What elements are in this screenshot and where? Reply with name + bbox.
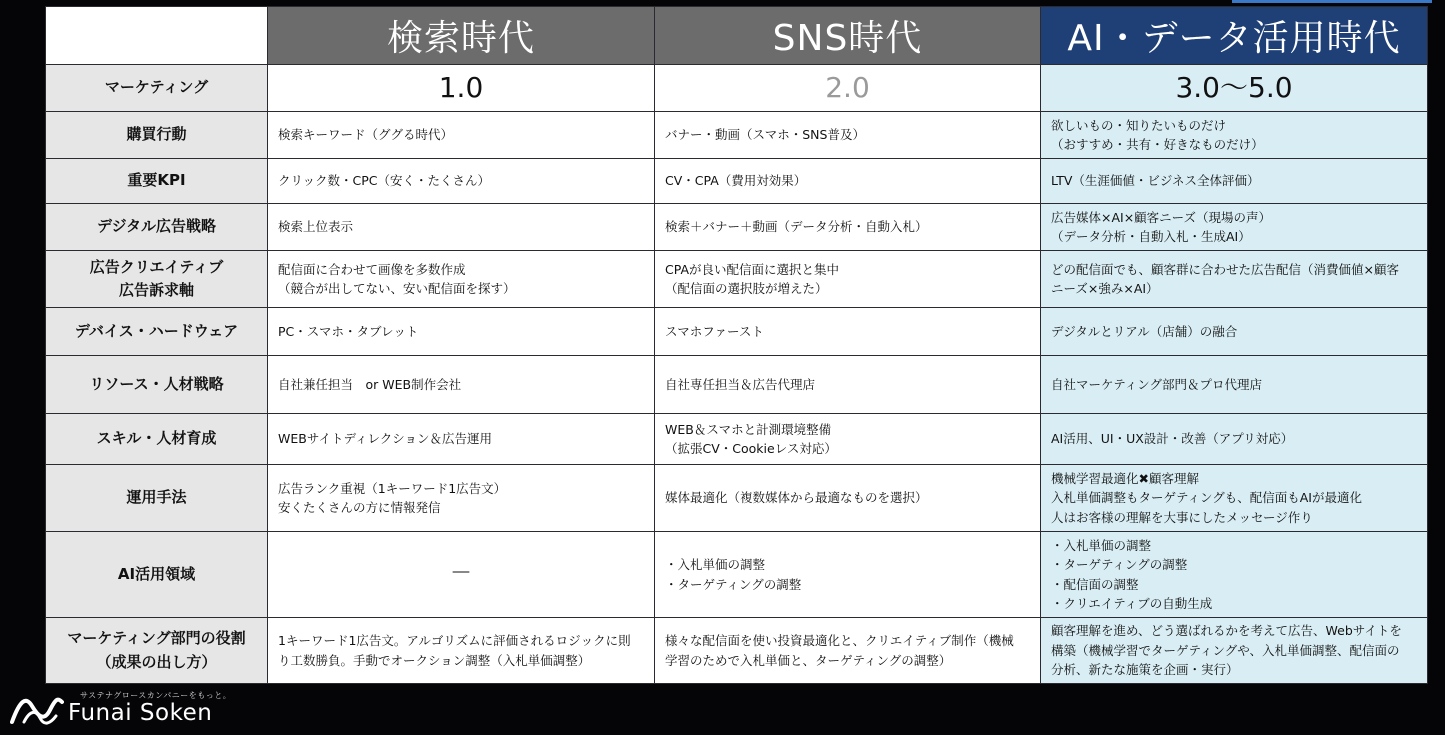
operation-search-line1: 広告ランク重視（1キーワード1広告文） — [278, 480, 507, 496]
creative-label-line2: 広告訴求軸 — [118, 281, 194, 299]
header-row — [46, 7, 1428, 65]
purchase-search: 検索キーワード（ググる時代） — [268, 112, 655, 159]
era-search-header: 検索時代 — [268, 7, 655, 65]
row-label-kpi: 重要KPI — [46, 159, 268, 204]
row-label-skill: スキル・人材育成 — [46, 414, 268, 465]
table-row — [46, 112, 1428, 159]
ad-strategy-ai-line2: （データ分析・自動入札・生成AI） — [1051, 229, 1251, 244]
row-label-device: デバイス・ハードウェア — [46, 308, 268, 356]
creative-search — [268, 251, 655, 308]
operation-sns: 媒体最適化（複数媒体から最適なものを選択） — [655, 465, 1041, 532]
role-sns — [655, 618, 1041, 684]
creative-ai-line1: どの配信面でも、顧客群に合わせた広告配信（消費価値×顧客 — [1051, 261, 1399, 277]
device-search: PC・スマホ・タブレット — [268, 308, 655, 356]
ad-strategy-sns: 検索＋バナー＋動画（データ分析・自動入札） — [655, 204, 1041, 251]
device-ai: デジタルとリアル（店舗）の融合 — [1041, 308, 1428, 356]
row-label-creative — [46, 251, 268, 308]
table-row — [46, 251, 1428, 308]
ai-area-ai — [1041, 532, 1428, 618]
ai-area-sns-line1: ・入札単価の調整 — [665, 557, 766, 573]
row-label-marketing: マーケティング — [46, 65, 268, 112]
creative-sns-line1: CPAが良い配信面に選択と集中 — [665, 261, 840, 277]
ai-area-sns-line2: ・ターゲティングの調整 — [665, 576, 802, 592]
operation-search — [268, 465, 655, 532]
creative-ai-line2: ニーズ×強み×AI） — [1051, 281, 1159, 296]
resource-sns: 自社専任担当＆広告代理店 — [655, 356, 1041, 414]
role-label-line2: （成果の出し方） — [96, 652, 217, 671]
operation-ai — [1041, 465, 1428, 532]
row-label-resource: リソース・人材戦略 — [46, 356, 268, 414]
ad-strategy-ai-line1: 広告媒体×AI×顧客ニーズ（現場の声） — [1051, 209, 1272, 225]
kpi-search: クリック数・CPC（安く・たくさん） — [268, 159, 655, 204]
row-label-role — [46, 618, 268, 684]
operation-search-line2: 安くたくさんの方に情報発信 — [278, 500, 441, 515]
table-row — [46, 159, 1428, 204]
creative-sns-line2: （配信面の選択肢が増えた） — [665, 281, 828, 296]
purchase-ai — [1041, 112, 1428, 159]
skill-sns-line1: WEB＆スマホと計測環境整備 — [665, 421, 832, 437]
purchase-sns: バナー・動画（スマホ・SNS普及） — [655, 112, 1041, 159]
role-sns-line2: 学習のためで入札単価と、ターゲティングの調整） — [665, 652, 952, 668]
top-accent-line — [1232, 0, 1432, 3]
operation-ai-line3: 人はお客様の理解を大事にしたメッセージ作り — [1051, 509, 1313, 525]
operation-ai-line2: 入札単価調整もターゲティングも、配信面もAIが最適化 — [1051, 490, 1362, 506]
marketing-version-2: 2.0 — [655, 65, 1041, 112]
creative-search-line2: （競合が出してない、安い配信面を探す） — [278, 281, 516, 296]
creative-sns — [655, 251, 1041, 308]
creative-search-line1: 配信面に合わせて画像を多数作成 — [278, 261, 466, 277]
row-label-ad-strategy: デジタル広告戦略 — [46, 204, 268, 251]
purchase-ai-line1: 欲しいもの・知りたいものだけ — [1051, 117, 1227, 133]
creative-label-line1: 広告クリエイティブ — [89, 257, 224, 276]
role-search — [268, 618, 655, 684]
resource-search: 自社兼任担当 or WEB制作会社 — [268, 356, 655, 414]
role-ai-line3: 分析、新たな施策を企画・実行） — [1051, 662, 1239, 678]
era-sns-header: SNS時代 — [655, 7, 1041, 65]
logo-tagline: サステナグロースカンパニーをもっと。 — [80, 691, 232, 700]
skill-search: WEBサイトディレクション＆広告運用 — [268, 414, 655, 465]
operation-ai-line1: 機械学習最適化✖顧客理解 — [1051, 470, 1199, 486]
wave-logo-icon — [10, 692, 64, 726]
skill-ai: AI活用、UI・UX設計・改善（アプリ対応） — [1041, 414, 1428, 465]
role-search-line1: 1キーワード1広告文。アルゴリズムに評価されるロジックに則 — [278, 633, 631, 649]
ai-area-sns — [655, 532, 1041, 618]
table-row — [46, 308, 1428, 356]
table-row — [46, 204, 1428, 251]
table-row — [46, 532, 1428, 618]
device-sns: スマホファースト — [655, 308, 1041, 356]
kpi-sns: CV・CPA（費用対効果） — [655, 159, 1041, 204]
kpi-ai: LTV（生涯価値・ビジネス全体評価） — [1041, 159, 1428, 204]
ai-area-ai-line1: ・入札単価の調整 — [1051, 537, 1152, 553]
table-row — [46, 414, 1428, 465]
ad-strategy-ai — [1041, 204, 1428, 251]
comparison-table — [45, 6, 1428, 684]
ai-area-search: － — [268, 532, 655, 618]
role-label-line1: マーケティング部門の役割 — [67, 629, 246, 648]
funai-soken-logo — [10, 690, 240, 730]
role-ai-line2: 構築（機械学習でターゲティングや、入札単価調整、配信面の — [1051, 642, 1400, 658]
ad-strategy-search: 検索上位表示 — [268, 204, 655, 251]
ai-area-ai-line3: ・配信面の調整 — [1051, 576, 1139, 592]
era-ai-header: AI・データ活用時代 — [1041, 7, 1428, 65]
logo-name: Funai Soken — [68, 700, 213, 726]
role-ai-line1: 顧客理解を進め、どう選ばれるかを考えて広告、Webサイトを — [1051, 623, 1402, 639]
role-ai — [1041, 618, 1428, 684]
purchase-ai-line2: （おすすめ・共有・好きなものだけ） — [1051, 137, 1264, 152]
row-label-operation: 運用手法 — [46, 465, 268, 532]
resource-ai: 自社マーケティング部門＆プロ代理店 — [1041, 356, 1428, 414]
table-row — [46, 618, 1428, 684]
ai-area-ai-line2: ・ターゲティングの調整 — [1051, 557, 1188, 573]
row-label-ai-area: AI活用領域 — [46, 532, 268, 618]
marketing-version-1: 1.0 — [268, 65, 655, 112]
role-sns-line1: 様々な配信面を使い投資最適化と、クリエイティブ制作（機械 — [665, 633, 1014, 649]
table-row — [46, 356, 1428, 414]
skill-sns-line2: （拡張CV・Cookieレス対応） — [665, 441, 837, 456]
row-label-purchase: 購買行動 — [46, 112, 268, 159]
skill-sns — [655, 414, 1041, 465]
table-row — [46, 65, 1428, 112]
role-search-line2: り工数勝負。手動でオークション調整（入札単価調整） — [278, 652, 591, 668]
ai-area-ai-line4: ・クリエイティブの自動生成 — [1051, 595, 1213, 611]
creative-ai — [1041, 251, 1428, 308]
table-row — [46, 465, 1428, 532]
corner-cell — [46, 7, 268, 65]
marketing-version-3: 3.0〜5.0 — [1041, 65, 1428, 112]
